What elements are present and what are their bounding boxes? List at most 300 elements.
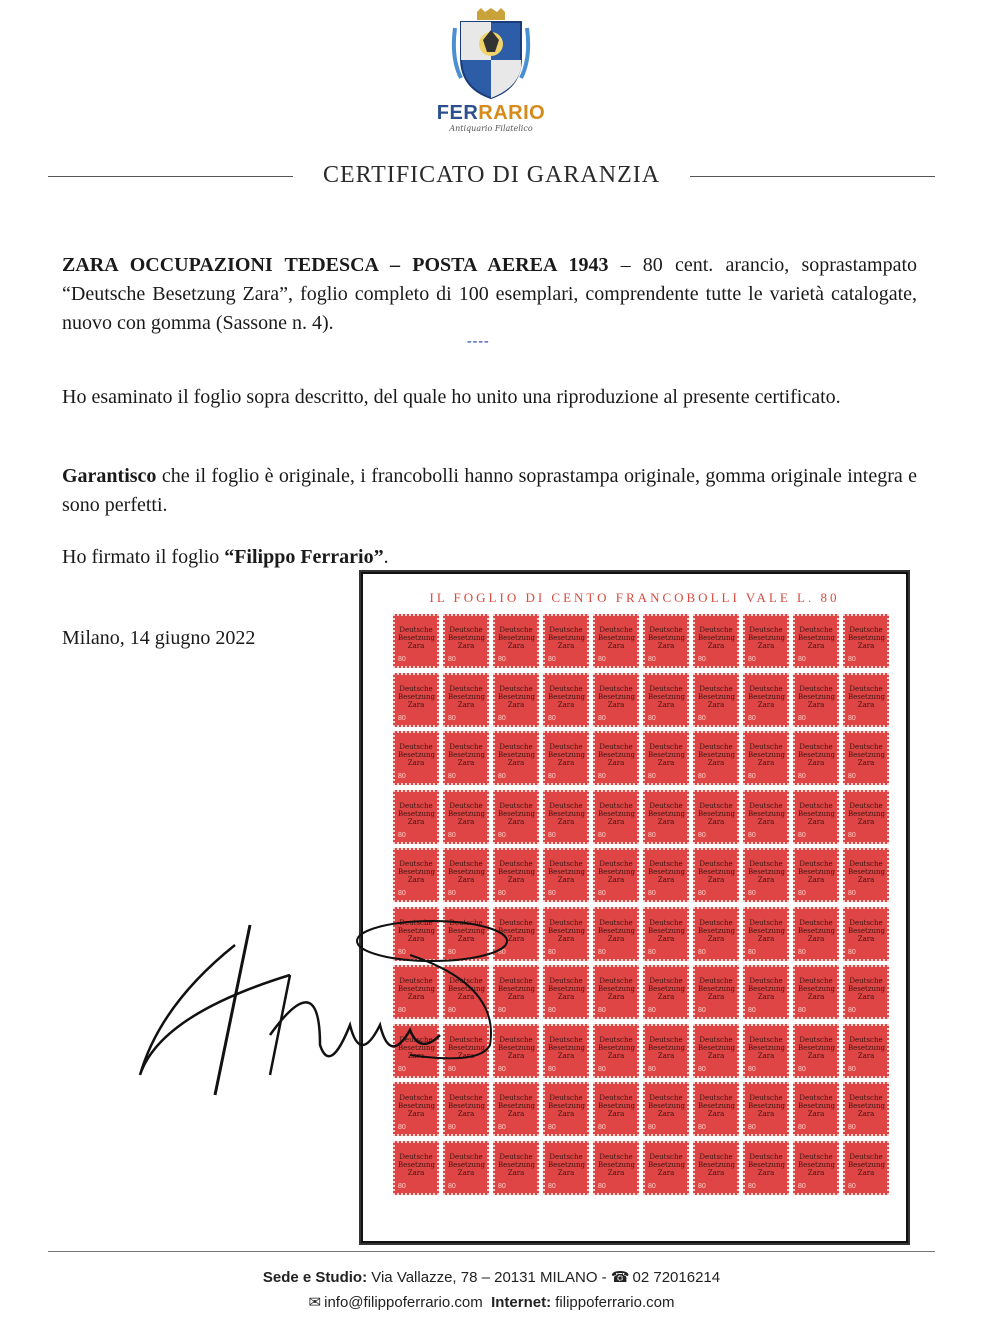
signed-lead: Ho firmato il foglio [62, 546, 225, 568]
stamp-overprint: Deutsche Besetzung Zara [598, 684, 636, 709]
stamp [443, 614, 489, 668]
stamp-overprint: Deutsche Besetzung Zara [498, 743, 536, 767]
stamp-value: 80 [448, 773, 456, 780]
stamp [443, 1082, 489, 1136]
stamp-value: 80 [598, 1182, 606, 1190]
stamp [843, 907, 889, 961]
stamp-overprint: Deutsche Besetzung Zara [698, 1094, 736, 1118]
stamp-value: 80 [698, 1124, 706, 1131]
stamp [693, 731, 739, 785]
stamp-value: 80 [648, 714, 656, 722]
stamp-overprint: Deutsche Besetzung Zara [548, 1035, 586, 1060]
stamp-value: 80 [848, 948, 856, 956]
stamp [543, 614, 589, 668]
stamp-value: 80 [798, 948, 806, 956]
stamp-overprint: Deutsche Besetzung Zara [448, 860, 486, 884]
stamp-overprint: Deutsche Besetzung Zara [848, 1094, 886, 1118]
internet-label: Internet: [491, 1294, 552, 1311]
stamp-overprint: Deutsche Besetzung Zara [848, 918, 886, 943]
stamp-value: 80 [598, 1065, 606, 1073]
stamp [843, 965, 889, 1019]
stamp-value: 80 [848, 1124, 856, 1131]
stamp [843, 1141, 889, 1195]
stamp-overprint: Deutsche Besetzung Zara [498, 1152, 536, 1177]
stamp-value: 80 [498, 773, 506, 780]
stamp-overprint: Deutsche Besetzung Zara [748, 860, 786, 884]
stamp-overprint: Deutsche Besetzung Zara [448, 1094, 486, 1118]
stamp [693, 848, 739, 902]
stamp-overprint: Deutsche Besetzung Zara [698, 684, 736, 709]
stamp [493, 1024, 539, 1078]
signed-end: . [383, 546, 389, 568]
footer-divider [48, 1251, 935, 1252]
examined-paragraph: Ho esaminato il foglio sopra descritto, del quale ho unito una riproduzione al presente certificato. [62, 386, 841, 408]
stamp-value: 80 [798, 656, 806, 663]
stamp-overprint: Deutsche Besetzung Zara [698, 626, 736, 650]
description-lead: ZARA OCCUPAZIONI TEDESCA – POSTA AEREA 1943 [62, 254, 609, 276]
stamp-overprint: Deutsche Besetzung Zara [398, 860, 436, 884]
stamp-value: 80 [648, 1124, 656, 1131]
stamp [393, 907, 439, 961]
stamp-value: 80 [848, 1065, 856, 1073]
stamp [743, 965, 789, 1019]
stamp [543, 673, 589, 727]
stamp [693, 1141, 739, 1195]
stamp [543, 1082, 589, 1136]
stamp-overprint: Deutsche Besetzung Zara [398, 743, 436, 767]
stamp-value: 80 [598, 656, 606, 663]
stamp [593, 1024, 639, 1078]
stamp-value: 80 [748, 890, 756, 897]
stamp [593, 614, 639, 668]
stamp-value: 80 [748, 948, 756, 956]
phone-icon: ☎ [610, 1269, 630, 1286]
stamp-overprint: Deutsche Besetzung Zara [848, 860, 886, 884]
stamp-overprint: Deutsche Besetzung Zara [748, 684, 786, 709]
stamp-overprint: Deutsche Besetzung Zara [648, 918, 686, 943]
stamp-value: 80 [698, 1182, 706, 1190]
stamp [793, 614, 839, 668]
stamp-value: 80 [848, 1007, 856, 1014]
stamp-value: 80 [398, 831, 406, 839]
stamp-overprint: Deutsche Besetzung Zara [798, 918, 836, 943]
logo-tagline: Antiquario Filatelico [449, 124, 533, 133]
sheet-header: IL FOGLIO DI CENTO FRANCOBOLLI VALE L. 80 [429, 590, 840, 605]
stamp-value: 80 [798, 831, 806, 839]
stamp-overprint: Deutsche Besetzung Zara [748, 977, 786, 1001]
stamp-overprint: Deutsche Besetzung Zara [548, 1152, 586, 1177]
stamp-value: 80 [848, 714, 856, 722]
stamp-overprint: Deutsche Besetzung Zara [748, 1094, 786, 1118]
ferrario-logo [426, 8, 556, 138]
stamp-overprint: Deutsche Besetzung Zara [548, 977, 586, 1001]
stamp-overprint: Deutsche Besetzung Zara [648, 977, 686, 1001]
stamp-value: 80 [548, 890, 556, 897]
stamp-value: 80 [648, 1007, 656, 1014]
stamp-value: 80 [548, 1182, 556, 1190]
stamp-overprint: Deutsche Besetzung Zara [398, 684, 436, 709]
stamp-value: 80 [448, 948, 456, 956]
stamp-value: 80 [448, 831, 456, 839]
stamp-overprint: Deutsche Besetzung Zara [748, 918, 786, 943]
stamp-overprint: Deutsche Besetzung Zara [598, 1035, 636, 1060]
stamp-overprint: Deutsche Besetzung Zara [398, 918, 436, 943]
stamp [393, 1082, 439, 1136]
stamp-overprint: Deutsche Besetzung Zara [598, 918, 636, 943]
stamp-overprint: Deutsche Besetzung Zara [498, 1035, 536, 1060]
stamp [693, 965, 739, 1019]
stamp-value: 80 [548, 1124, 556, 1131]
stamp-overprint: Deutsche Besetzung Zara [698, 801, 736, 826]
stamp-overprint: Deutsche Besetzung Zara [448, 684, 486, 709]
coat-of-arms-icon [451, 8, 531, 100]
stamp-value: 80 [748, 831, 756, 839]
stamp-overprint: Deutsche Besetzung Zara [648, 684, 686, 709]
stamp-overprint: Deutsche Besetzung Zara [548, 918, 586, 943]
stamp [793, 790, 839, 844]
stamp [743, 790, 789, 844]
stamp-value: 80 [698, 1007, 706, 1014]
stamp-overprint: Deutsche Besetzung Zara [548, 860, 586, 884]
stamp [743, 673, 789, 727]
stamp [843, 1024, 889, 1078]
stamp-overprint: Deutsche Besetzung Zara [598, 860, 636, 884]
stamp [593, 731, 639, 785]
stamp-overprint: Deutsche Besetzung Zara [748, 743, 786, 767]
stamp-value: 80 [698, 1065, 706, 1073]
stamp-value: 80 [648, 656, 656, 663]
stamp [793, 673, 839, 727]
stamp [543, 1024, 589, 1078]
stamp [793, 965, 839, 1019]
stamp-overprint: Deutsche Besetzung Zara [648, 860, 686, 884]
stamp [593, 1082, 639, 1136]
stamp-value: 80 [848, 773, 856, 780]
stamp-overprint: Deutsche Besetzung Zara [448, 626, 486, 650]
stamp-value: 80 [698, 831, 706, 839]
stamp-overprint: Deutsche Besetzung Zara [398, 977, 436, 1001]
stamp-overprint: Deutsche Besetzung Zara [848, 1152, 886, 1177]
stamp [643, 673, 689, 727]
stamp-value: 80 [448, 890, 456, 897]
stamp [693, 790, 739, 844]
stamp [543, 790, 589, 844]
stamp-value: 80 [398, 948, 406, 956]
stamp [393, 965, 439, 1019]
stamp [593, 673, 639, 727]
footer-address [0, 1268, 983, 1286]
stamp [643, 965, 689, 1019]
stamp-value: 80 [798, 714, 806, 722]
stamp-value: 80 [798, 773, 806, 780]
stamp-value: 80 [398, 1065, 406, 1073]
stamp-overprint: Deutsche Besetzung Zara [798, 743, 836, 767]
stamp-value: 80 [698, 714, 706, 722]
stamp-value: 80 [848, 831, 856, 839]
stamp [443, 907, 489, 961]
stamp-overprint: Deutsche Besetzung Zara [848, 626, 886, 650]
stamp-value: 80 [698, 890, 706, 897]
stamp [793, 1141, 839, 1195]
stamp-value: 80 [598, 890, 606, 897]
stamp-overprint: Deutsche Besetzung Zara [648, 1035, 686, 1060]
email-icon: ✉ [308, 1294, 322, 1311]
stamp-overprint: Deutsche Besetzung Zara [748, 626, 786, 650]
stamp [693, 614, 739, 668]
stamp-overprint: Deutsche Besetzung Zara [598, 626, 636, 650]
stamp [843, 731, 889, 785]
stamp-overprint: Deutsche Besetzung Zara [798, 860, 836, 884]
stamp [443, 848, 489, 902]
stamp-overprint: Deutsche Besetzung Zara [498, 626, 536, 650]
stamp [843, 673, 889, 727]
stamp-overprint: Deutsche Besetzung Zara [648, 1152, 686, 1177]
stamp-value: 80 [498, 948, 506, 956]
stamp-overprint: Deutsche Besetzung Zara [798, 801, 836, 826]
stamp-overprint: Deutsche Besetzung Zara [798, 684, 836, 709]
stamp-value: 80 [848, 656, 856, 663]
stamp-overprint: Deutsche Besetzung Zara [648, 801, 686, 826]
stamp-overprint: Deutsche Besetzung Zara [848, 684, 886, 709]
stamp [393, 731, 439, 785]
stamp-value: 80 [548, 831, 556, 839]
stamp-value: 80 [748, 714, 756, 722]
stamp [493, 673, 539, 727]
page-title: CERTIFICATO DI GARANZIA [322, 162, 661, 188]
stamp-overprint: Deutsche Besetzung Zara [548, 626, 586, 650]
stamp-overprint: Deutsche Besetzung Zara [648, 626, 686, 650]
stamp-overprint: Deutsche Besetzung Zara [598, 977, 636, 1001]
stamp-value: 80 [798, 1065, 806, 1073]
stamp-overprint: Deutsche Besetzung Zara [598, 743, 636, 767]
stamp-value: 80 [398, 1182, 406, 1190]
stamp [543, 965, 589, 1019]
stamp-value: 80 [498, 714, 506, 722]
stamp-overprint: Deutsche Besetzung Zara [598, 801, 636, 826]
stamp [743, 907, 789, 961]
stamp-value: 80 [398, 890, 406, 897]
stamp [393, 614, 439, 668]
stamp-value: 80 [748, 1007, 756, 1014]
stamp [643, 731, 689, 785]
stamp-overprint: Deutsche Besetzung Zara [798, 1035, 836, 1060]
stamp [593, 1141, 639, 1195]
stamp [593, 790, 639, 844]
stamp-value: 80 [748, 1124, 756, 1131]
stamp-overprint: Deutsche Besetzung Zara [748, 1152, 786, 1177]
signer-name: “Filippo Ferrario” [224, 546, 384, 568]
stamp [393, 673, 439, 727]
stamp-value: 80 [498, 1065, 506, 1073]
stamp [443, 790, 489, 844]
stamp [393, 1141, 439, 1195]
stamp-overprint: Deutsche Besetzung Zara [498, 801, 536, 826]
stamp [743, 1024, 789, 1078]
stamp [693, 673, 739, 727]
stamp-value: 80 [698, 656, 706, 663]
stamp-overprint: Deutsche Besetzung Zara [848, 801, 886, 826]
stamp-value: 80 [398, 714, 406, 722]
stamp-value: 80 [798, 1007, 806, 1014]
stamp-value: 80 [848, 1182, 856, 1190]
separator: ---- [467, 334, 490, 349]
stamp [393, 790, 439, 844]
stamp-value: 80 [798, 1124, 806, 1131]
item-description [62, 251, 917, 338]
stamp [543, 907, 589, 961]
stamp-overprint: Deutsche Besetzung Zara [398, 801, 436, 826]
stamp [443, 1141, 489, 1195]
stamp [843, 1082, 889, 1136]
stamp [443, 673, 489, 727]
stamp [543, 848, 589, 902]
stamp-value: 80 [548, 948, 556, 956]
stamp-overprint: Deutsche Besetzung Zara [398, 1035, 436, 1060]
stamp [743, 614, 789, 668]
stamp-sheet-image [363, 574, 906, 1241]
stamp-overprint: Deutsche Besetzung Zara [498, 977, 536, 1001]
stamp-overprint: Deutsche Besetzung Zara [648, 743, 686, 767]
stamp [643, 1082, 689, 1136]
stamp-value: 80 [398, 773, 406, 780]
stamp-value: 80 [648, 890, 656, 897]
stamp-value: 80 [598, 831, 606, 839]
footer-contact [0, 1293, 983, 1311]
signed-paragraph [62, 543, 917, 572]
title-rule-right [690, 176, 935, 177]
stamp-overprint: Deutsche Besetzung Zara [698, 977, 736, 1001]
stamp-value: 80 [548, 773, 556, 780]
stamp-value: 80 [448, 714, 456, 722]
stamp [643, 614, 689, 668]
address-text: Via Vallazze, 78 – 20131 MILANO - [367, 1269, 611, 1286]
stamp-overprint: Deutsche Besetzung Zara [448, 918, 486, 943]
stamp [493, 907, 539, 961]
place-date: Milano, 14 giugno 2022 [62, 627, 256, 649]
stamp [793, 907, 839, 961]
stamp-value: 80 [748, 656, 756, 663]
stamp-value: 80 [598, 1007, 606, 1014]
stamp-value: 80 [598, 773, 606, 780]
stamp [443, 731, 489, 785]
stamp [543, 731, 589, 785]
stamp [743, 731, 789, 785]
stamp [393, 848, 439, 902]
stamp [793, 731, 839, 785]
stamp-value: 80 [548, 714, 556, 722]
stamp-value: 80 [798, 890, 806, 897]
stamp-value: 80 [498, 1124, 506, 1131]
stamp [493, 848, 539, 902]
stamp [643, 790, 689, 844]
stamp-overprint: Deutsche Besetzung Zara [398, 1152, 436, 1177]
stamp-overprint: Deutsche Besetzung Zara [798, 1152, 836, 1177]
stamp-value: 80 [798, 1182, 806, 1190]
stamp-value: 80 [698, 948, 706, 956]
stamp [493, 1141, 539, 1195]
stamp-value: 80 [498, 1007, 506, 1014]
stamp-overprint: Deutsche Besetzung Zara [748, 801, 786, 826]
stamp-overprint: Deutsche Besetzung Zara [798, 1094, 836, 1118]
stamp [843, 614, 889, 668]
stamp [593, 965, 639, 1019]
stamp-overprint: Deutsche Besetzung Zara [748, 1035, 786, 1060]
stamp-value: 80 [548, 656, 556, 663]
stamp-overprint: Deutsche Besetzung Zara [698, 743, 736, 767]
stamp-overprint: Deutsche Besetzung Zara [448, 743, 486, 767]
stamp-overprint: Deutsche Besetzung Zara [548, 684, 586, 709]
stamp-value: 80 [498, 656, 506, 663]
stamp [493, 731, 539, 785]
stamp-value: 80 [848, 890, 856, 897]
stamp-overprint: Deutsche Besetzung Zara [448, 801, 486, 826]
stamp-value: 80 [598, 1124, 606, 1131]
stamp [393, 1024, 439, 1078]
stamp [793, 1024, 839, 1078]
stamp-value: 80 [698, 773, 706, 780]
stamp [843, 790, 889, 844]
stamp-value: 80 [748, 1182, 756, 1190]
stamp-value: 80 [648, 1182, 656, 1190]
stamp [743, 1141, 789, 1195]
stamp-overprint: Deutsche Besetzung Zara [448, 1035, 486, 1060]
stamp-value: 80 [398, 1007, 406, 1014]
stamp [793, 1082, 839, 1136]
stamp-overprint: Deutsche Besetzung Zara [798, 626, 836, 650]
stamp-value: 80 [648, 1065, 656, 1073]
stamp-overprint: Deutsche Besetzung Zara [848, 743, 886, 767]
stamp-overprint: Deutsche Besetzung Zara [448, 977, 486, 1001]
stamp-overprint: Deutsche Besetzung Zara [398, 1094, 436, 1118]
stamp-value: 80 [498, 890, 506, 897]
stamp [593, 907, 639, 961]
stamp [493, 614, 539, 668]
stamp [443, 965, 489, 1019]
guarantee-paragraph [62, 462, 917, 520]
stamp-value: 80 [448, 1182, 456, 1190]
guarantee-rest: che il foglio è originale, i francobolli hanno soprastampa originale, gomma originale integra e sono perfetti. [62, 465, 917, 516]
title-row [48, 162, 935, 192]
stamp-value: 80 [398, 656, 406, 663]
stamp-value: 80 [748, 773, 756, 780]
stamp-overprint: Deutsche Besetzung Zara [848, 977, 886, 1001]
stamp [493, 790, 539, 844]
stamp-value: 80 [498, 831, 506, 839]
stamp-overprint: Deutsche Besetzung Zara [448, 1152, 486, 1177]
website-link[interactable]: filippoferrario.com [555, 1294, 675, 1311]
stamp [643, 907, 689, 961]
stamp [493, 1082, 539, 1136]
stamp-value: 80 [648, 831, 656, 839]
stamp-value: 80 [398, 1124, 406, 1131]
phone-number: 02 72016214 [632, 1269, 721, 1286]
stamp [593, 848, 639, 902]
logo-name: FERRARIO [436, 102, 546, 124]
stamp-overprint: Deutsche Besetzung Zara [698, 860, 736, 884]
stamp-overprint: Deutsche Besetzung Zara [498, 684, 536, 709]
stamp-value: 80 [448, 656, 456, 663]
stamp-value: 80 [598, 948, 606, 956]
stamp [693, 1024, 739, 1078]
stamp [643, 1024, 689, 1078]
email-link[interactable]: info@filippoferrario.com [324, 1294, 483, 1311]
stamp-overprint: Deutsche Besetzung Zara [498, 860, 536, 884]
studio-label: Sede e Studio: [262, 1269, 368, 1286]
guarantee-lead: Garantisco [62, 465, 157, 487]
stamp-value: 80 [748, 1065, 756, 1073]
stamp [443, 1024, 489, 1078]
stamp [493, 965, 539, 1019]
